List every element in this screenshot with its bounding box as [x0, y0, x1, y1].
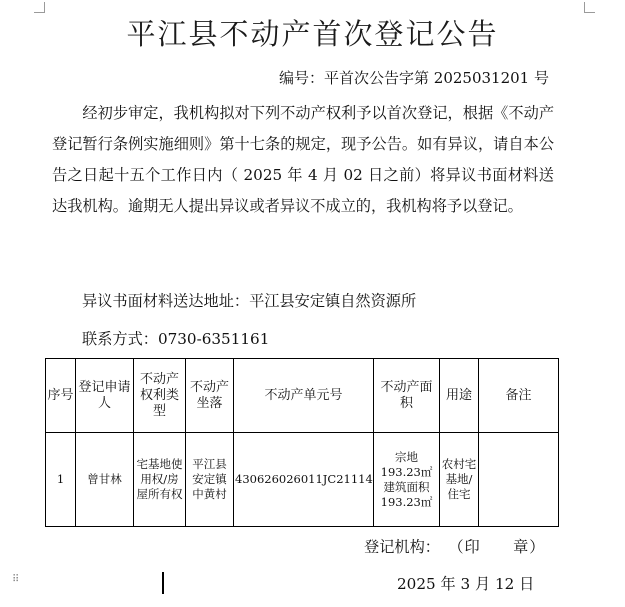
cell-area: 宗地193.23㎡建筑面积193.23㎡ — [374, 433, 440, 527]
page-title: 平江县不动产首次登记公告 — [126, 17, 499, 51]
table-header-row — [46, 359, 559, 433]
header-unit-no: 不动产单元号 — [234, 359, 374, 433]
registration-table — [45, 358, 559, 527]
objection-address: 异议书面材料送达地址：平江县安定镇自然资源所 — [82, 292, 417, 310]
cell-unit-no: 430626026011JC21114 — [234, 433, 374, 527]
seal-placeholder: （印 章） — [455, 538, 546, 556]
header-location: 不动产坐落 — [186, 359, 234, 433]
signature-label: 登记机构： — [364, 538, 440, 556]
cell-location: 平江县安定镇中黄村 — [186, 433, 234, 527]
cell-use: 农村宅基地/住宅 — [440, 433, 479, 527]
table-row — [46, 433, 559, 527]
header-remark: 备注 — [479, 359, 559, 433]
cell-right-type: 宅基地使用权/房屋所有权 — [134, 433, 186, 527]
text-cursor — [162, 572, 164, 594]
cell-remark — [479, 433, 559, 527]
drag-handle-icon[interactable]: ⠿ — [12, 574, 21, 585]
cell-no: 1 — [46, 433, 76, 527]
header-area: 不动产面积 — [374, 359, 440, 433]
announcement-date: 2025 年 3 月 12 日 — [397, 575, 535, 593]
document-number: 编号：平首次公告字第 2025031201 号 — [279, 69, 549, 87]
signature-line — [364, 536, 545, 557]
header-right-type: 不动产权利类型 — [134, 359, 186, 433]
header-use: 用途 — [440, 359, 479, 433]
header-no: 序号 — [46, 359, 76, 433]
header-applicant: 登记申请人 — [76, 359, 134, 433]
contact-info: 联系方式：0730-6351161 — [82, 330, 270, 348]
cell-applicant: 曾甘林 — [76, 433, 134, 527]
announcement-body: 经初步审定，我机构拟对下列不动产权利予以首次登记，根据《不动产登记暂行条例实施细则》第十七条的规定，现予公告。如有异议，请自本公告之日起十五个工作日内（ 2025 年 4 月 02 日之前）将异议书面材料送达我机构。逾期无人提出异议或者异议不成立的，我机构将予以登记。 — [52, 104, 554, 215]
